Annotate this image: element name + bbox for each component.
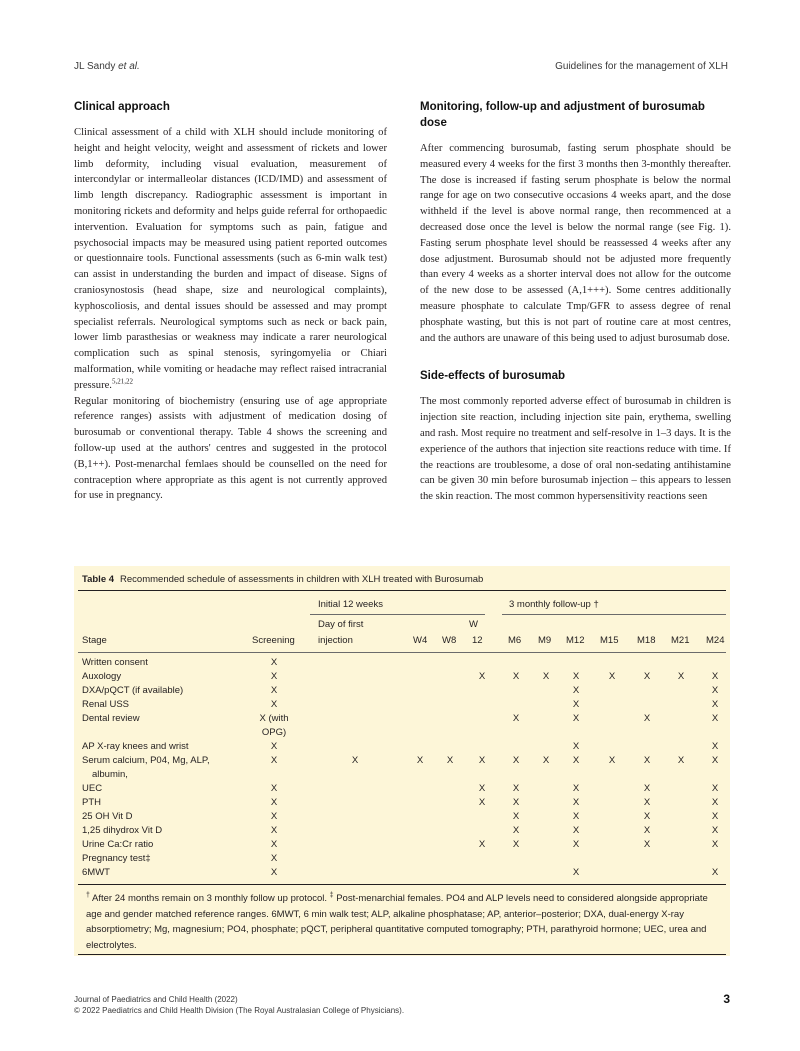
col-m12: M12 [566, 635, 585, 646]
table-row-stage: 6MWT [82, 867, 110, 878]
col-day-first-line2: injection [318, 635, 353, 646]
footer-copyright: © 2022 Paediatrics and Child Health Division (The Royal Australasian College of Physicians). [74, 1006, 405, 1015]
col-m24: M24 [706, 635, 725, 646]
table-cell: X [572, 713, 580, 724]
col-m18: M18 [637, 635, 656, 646]
table-cell: X [270, 685, 278, 696]
group-header-initial: Initial 12 weeks [318, 599, 383, 610]
table-cell: X [270, 671, 278, 682]
right-column [420, 99, 731, 505]
table-4 [74, 566, 730, 956]
col-screening: Screening [252, 635, 295, 646]
table-cell: X [351, 755, 359, 766]
table-cell: X [643, 671, 651, 682]
group-rule-initial [310, 614, 485, 615]
col-m9: M9 [538, 635, 552, 646]
table-row-stage: Auxology [82, 671, 122, 682]
table-cell: X [572, 867, 580, 878]
table-cell: X [270, 741, 278, 752]
table-cell: X [608, 755, 616, 766]
table-cell: X [643, 783, 651, 794]
table-cell: X [270, 811, 278, 822]
table-row-stage: Pregnancy test‡ [82, 853, 151, 864]
table-cell: X [572, 755, 580, 766]
section-heading-monitoring: Monitoring, follow-up and adjustment of burosumab dose [420, 101, 705, 129]
table-cell: X [572, 811, 580, 822]
table-cell: X [542, 755, 550, 766]
table-cell: X [677, 671, 685, 682]
running-head-authors: JL Sandy et al. [74, 61, 140, 72]
paragraph-biochemistry: Regular monitoring of biochemistry (ensuring use of age appropriate reference ranges) assists with adjustment of medication dosing of burosumab or conventional therapy. Table 4 shows the screening and follow-up used at the authors' centres and suggested in the protocol (B,1++). Post-menarchal femlaes should be counselled on the need for contraception where appropriate as this agent is not currently approved for use in pregnancy. [74, 395, 387, 502]
table-cell: X [270, 657, 278, 668]
page-footer [74, 994, 404, 1016]
table-row-stage: Serum calcium, P04, Mg, ALP, [82, 755, 210, 766]
table-cell: X [572, 783, 580, 794]
section-heading-side-effects: Side-effects of burosumab [420, 370, 566, 383]
table-row-stage: 1,25 dihydrox Vit D [82, 825, 163, 836]
table-cell: X [512, 713, 520, 724]
table-cell: X [512, 825, 520, 836]
table-row-stage: 25 OH Vit D [82, 811, 133, 822]
paragraph-clinical-assessment: Clinical assessment of a child with XLH should include monitoring of height and height velocity, weight and assessment of rickets and lower limb deformity, including visual evaluation, measurement of intercondylar or intermalleolar distances (ICD/IMD) and assessment of limb length discrepancy. Radiographic assessment is important in monitoring rickets and deformity and helps guide referral for orthopaedic intervention. Evaluation for symptoms such as pain, fatigue and psychosocial impacts may be measured using patient reported outcomes or questionnaire tools. Functional assessments (such as 6-min walk test) can assist in understanding the burden and impact of disease. Signs of craniosynostosis (head shape, size and neurological complaints), kyphoscoliosis, and dental issues should be assessed and may prompt specialist referrals. Neurological symptoms such as neck or back pain, lower limb parasthesias or weakness may indicate a rarer neurological complication such as spinal stenosis, syringomyelia or Chiari malformation, while vomiting or headache may reflect raised intracranial pressure.$^{5,21,22}$ [74, 127, 387, 391]
table-cell: X [416, 755, 424, 766]
table-cell: X [711, 741, 719, 752]
table-cell: X [643, 755, 651, 766]
running-head-title: Guidelines for the management of XLH [555, 61, 728, 72]
table-cell: X [572, 797, 580, 808]
table-cell: X [478, 797, 486, 808]
table-cell: X [446, 755, 454, 766]
table-cell: X [270, 755, 278, 766]
table-cell: X [512, 797, 520, 808]
table-cell: X [677, 755, 685, 766]
left-column [74, 99, 387, 504]
table-cell: X [711, 797, 719, 808]
table-cell: X [270, 825, 278, 836]
page-number: 3 [723, 992, 730, 1006]
table-end-rule [78, 954, 726, 955]
table-row-stage: PTH [82, 797, 101, 808]
group-header-followup: 3 monthly follow-up † [509, 599, 599, 610]
paragraph-side-effects: The most commonly reported adverse effect of burosumab in children is injection site reaction, including injection site pain, erythema, swelling and rash. Most require no treatment and self-resolve in 1–3 days. It is the experience of the authors that injection site reactions reduce with time. If the reactions are troublesome, a dose of oral non-sedating antihistamine can be given 30 min before burosumab injection – this appears to lessen the skin reaction. The most common hypersensitivity reactions seen [420, 396, 731, 503]
col-w12-line2: 12 [472, 635, 483, 646]
table-cell: X [270, 783, 278, 794]
table-row-stage-cont: albumin, [92, 769, 128, 780]
table-bottom-rule [78, 884, 726, 885]
col-w4: W4 [413, 635, 428, 646]
citation-refs: 5,21,22 [111, 377, 133, 386]
col-day-first-line1: Day of first [318, 619, 364, 630]
table-cell: X [608, 671, 616, 682]
table-cell: X [572, 671, 580, 682]
table-cell: X [512, 671, 520, 682]
table-cell: X [572, 825, 580, 836]
col-w12-line1: W [469, 619, 478, 630]
table-cell: X [270, 867, 278, 878]
paragraph-monitoring: After commencing burosumab, fasting serum phosphate should be measured every 4 weeks for the first 3 months then 3-monthly thereafter. The dose is increased if fasting serum phosphate is below the normal range for age on two consecutive occasions 4 weeks apart, and the dose withheld if the level is above normal range, then recommenced at a decreased dose once the level is below the normal range (see Fig. 1). Fasting serum phosphate level should be reassessed 4 weeks after any dose adjustment. Burosumab should not be adjusted more frequently than every 4 weeks as a shorter interval does not allow for the outcome of the new dose to be assessed (A,1+++). Some centres additionally measure phosphate to calculate Tmp/GFR to assess degree of renal phosphate wasting, but this is not part of routine care at most centres, and the authors are unaware of this being used to adjust burosumab dose. [420, 143, 731, 344]
col-m6: M6 [508, 635, 522, 646]
table-cell: X [711, 825, 719, 836]
table-cell: X [711, 783, 719, 794]
table-cell: X [711, 839, 719, 850]
table-cell: X [711, 755, 719, 766]
table-row-stage: Written consent [82, 657, 148, 668]
section-heading-clinical-approach: Clinical approach [74, 101, 170, 113]
table-cell: X [512, 783, 520, 794]
table-cell: X [711, 685, 719, 696]
table-cell: X [478, 783, 486, 794]
table-cell: X [643, 825, 651, 836]
table-cell: X [711, 867, 719, 878]
table-row-stage: UEC [82, 783, 103, 794]
table-cell: X [512, 755, 520, 766]
table-cell: X [572, 741, 580, 752]
table-cell: X [270, 797, 278, 808]
table-cell: X [478, 839, 486, 850]
table-cell: X [478, 671, 486, 682]
table-cell: X [572, 699, 580, 710]
table-cell: X [711, 811, 719, 822]
table-caption: Table 4 Recommended schedule of assessments in children with XLH treated with Burosumab [82, 574, 484, 585]
table-cell: X [270, 839, 278, 850]
table-cell: X [711, 699, 719, 710]
table-cell: X (with [259, 713, 289, 724]
col-w8: W8 [442, 635, 457, 646]
group-rule-followup [502, 614, 726, 615]
col-m21: M21 [671, 635, 690, 646]
table-top-rule [78, 590, 726, 591]
table-row-stage: Dental review [82, 713, 140, 724]
table-cell: X [572, 839, 580, 850]
table-cell: X [270, 853, 278, 864]
table-cell: X [643, 713, 651, 724]
table-cell: X [542, 671, 550, 682]
col-stage: Stage [82, 635, 107, 646]
table-cell-cont: OPG) [261, 727, 287, 738]
table-row-stage: Renal USS [82, 699, 129, 710]
table-cell: X [643, 797, 651, 808]
table-cell: X [572, 685, 580, 696]
col-m15: M15 [600, 635, 619, 646]
table-cell: X [643, 811, 651, 822]
table-cell: X [270, 699, 278, 710]
table-cell: X [512, 811, 520, 822]
header-bottom-rule [78, 652, 726, 653]
table-cell: X [643, 839, 651, 850]
table-cell: X [711, 671, 719, 682]
table-footnote: † After 24 months remain on 3 monthly follow up protocol. ‡ Post-menarchial females. PO4 and ALP levels need to considered alongside appropriate age and gender matched reference ranges. 6MWT, 6 min walk test; ALP, alkaline phosphatase; AP, anterior–posterior; DXA, dual-energy X-ray absorptiometry; Mg, magnesium; PO4, phosphate; pQCT, peripheral quantitative computed tomography; PTH, parathyroid hormone; UEC, urea and electrolytes. [86, 891, 708, 951]
table-row-stage: DXA/pQCT (if available) [82, 685, 184, 696]
table-cell: X [711, 713, 719, 724]
table-row-stage: AP X-ray knees and wrist [82, 741, 189, 752]
table-row-stage: Urine Ca:Cr ratio [82, 839, 154, 850]
footer-journal: Journal of Paediatrics and Child Health (2022) [74, 995, 238, 1004]
table-cell: X [478, 755, 486, 766]
table-cell: X [512, 839, 520, 850]
